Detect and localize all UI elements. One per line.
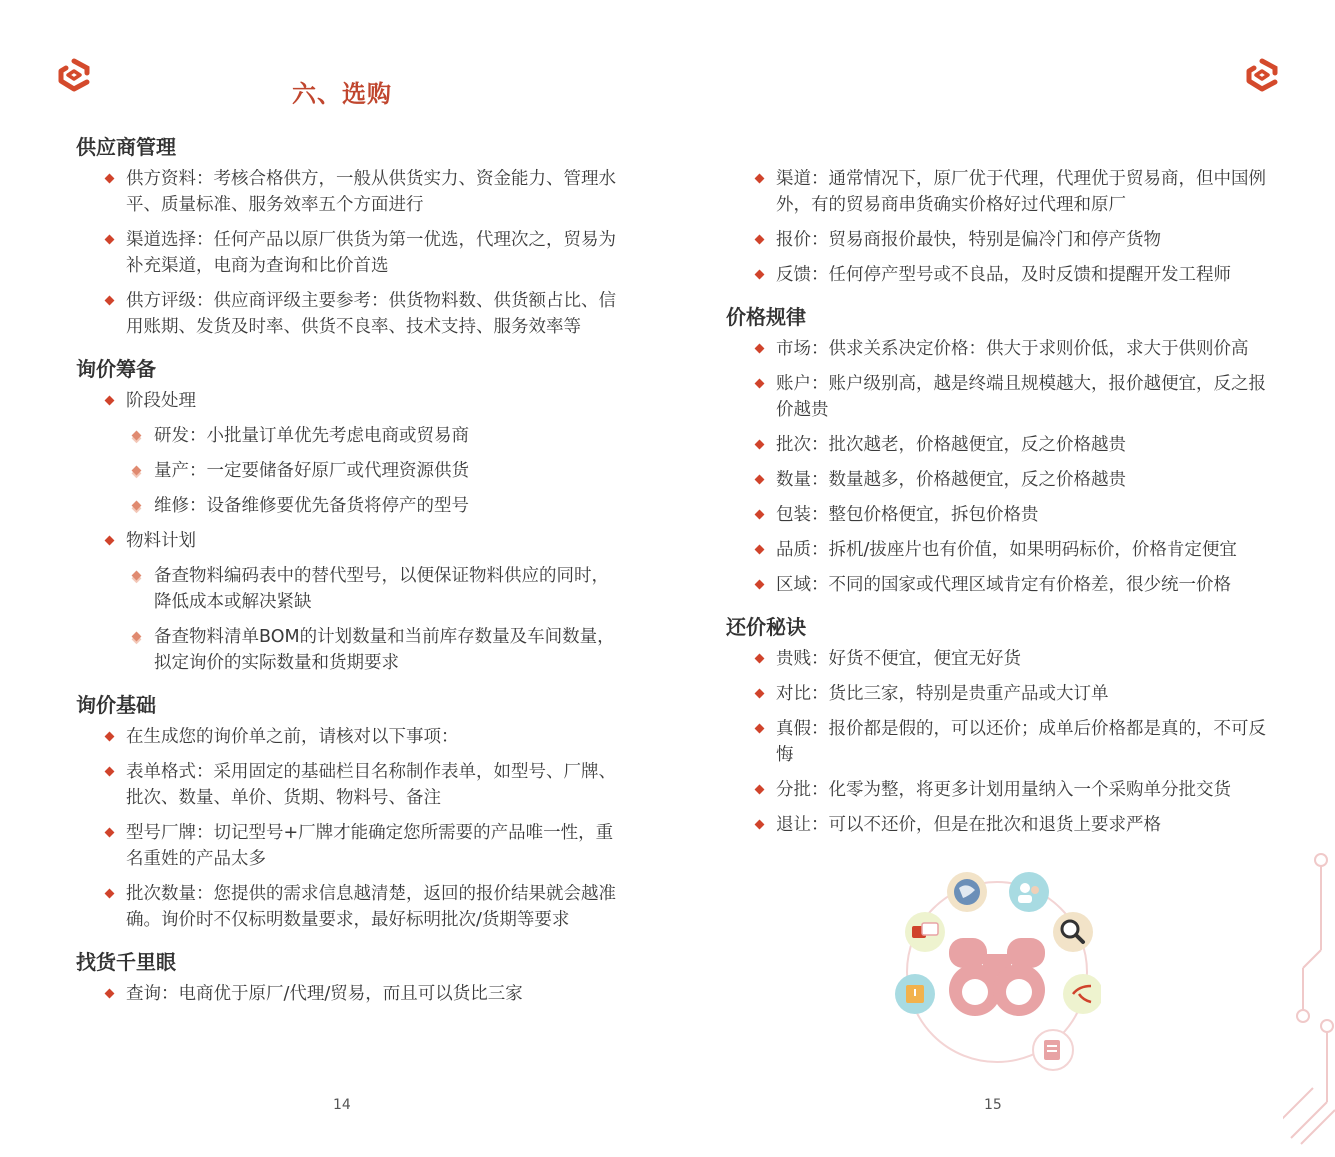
section-channel-continued <box>726 166 1276 288</box>
list-item: 阶段处理 <box>76 388 621 414</box>
alert-card-icon <box>895 974 935 1014</box>
section-supplier-management <box>76 132 621 340</box>
list-item: 市场：供求关系决定价格：供大于求则价低，求大于供则价高 <box>726 336 1276 362</box>
brand-logo-icon <box>56 58 92 94</box>
list-item: 报价：贸易商报价最快，特别是偏冷门和停产货物 <box>726 227 1276 253</box>
list-item: 账户：账户级别高，越是终端且规模越大，报价越便宜，反之报价越贵 <box>726 371 1276 423</box>
page-number: 15 <box>984 1097 1002 1113</box>
binoculars-icon <box>949 938 1045 1016</box>
list-item: 物料计划 <box>76 528 621 554</box>
list-item: 批次：批次越老，价格越便宜，反之价格越贵 <box>726 432 1276 458</box>
bullet-list <box>76 981 621 1007</box>
chat-card-icon <box>905 912 945 952</box>
list-item: 在生成您的询价单之前，请核对以下事项： <box>76 724 621 750</box>
right-content <box>726 166 1276 852</box>
page-number: 14 <box>333 1097 351 1113</box>
sub-list-item: 备查物料编码表中的替代型号，以便保证物料供应的同时，降低成本或解决紧缺 <box>76 563 621 615</box>
bullet-list <box>726 336 1276 598</box>
section-title: 还价秘诀 <box>726 615 806 639</box>
section-title: 询价基础 <box>76 693 156 717</box>
section-sourcing-eye <box>76 947 621 1007</box>
bullet-list <box>726 646 1276 838</box>
bullet-list <box>76 388 621 676</box>
left-page <box>0 0 667 1157</box>
list-item: 贵贱：好货不便宜，便宜无好货 <box>726 646 1276 672</box>
list-item: 供方资料：考核合格供方，一般从供货实力、资金能力、管理水平、质量标准、服务效率五个方面进行 <box>76 166 621 218</box>
section-inquiry-basics <box>76 690 621 933</box>
left-content <box>76 132 621 1021</box>
list-item: 区域：不同的国家或代理区域肯定有价格差，很少统一价格 <box>726 572 1276 598</box>
bullet-list <box>726 166 1276 288</box>
list-item: 表单格式：采用固定的基础栏目名称制作表单，如型号、厂牌、批次、数量、单价、货期、物料号、备注 <box>76 759 621 811</box>
section-title: 询价筹备 <box>76 357 156 381</box>
list-item: 包装：整包价格便宜，拆包价格贵 <box>726 502 1276 528</box>
sub-list-item: 维修：设备维修要优先备货将停产的型号 <box>76 493 621 519</box>
list-item: 退让：可以不还价，但是在批次和退货上要求严格 <box>726 812 1276 838</box>
section-title: 价格规律 <box>726 305 806 329</box>
circuit-decoration <box>1283 840 1335 1157</box>
share-icon <box>1063 974 1101 1014</box>
sub-list-item: 备查物料清单BOM的计划数量和当前库存数量及车间数量，拟定询价的实际数量和货期要求 <box>76 624 621 676</box>
right-page <box>667 0 1335 1157</box>
list-item: 品质：拆机/拔座片也有价值，如果明码标价，价格肯定便宜 <box>726 537 1276 563</box>
section-title: 找货千里眼 <box>76 950 176 974</box>
people-icon <box>1009 872 1049 912</box>
list-item: 分批：化零为整，将更多计划用量纳入一个采购单分批交货 <box>726 777 1276 803</box>
list-item: 真假：报价都是假的，可以还价；成单后价格都是真的，不可反悔 <box>726 716 1276 768</box>
list-item: 供方评级：供应商评级主要参考：供货物料数、供货额占比、信用账期、发货及时率、供货不良率、技术支持、服务效率等 <box>76 288 621 340</box>
section-inquiry-preparation <box>76 354 621 676</box>
section-title: 供应商管理 <box>76 135 176 159</box>
list-item: 数量：数量越多，价格越便宜，反之价格越贵 <box>726 467 1276 493</box>
chapter-title: 六、选购 <box>292 80 392 108</box>
list-item: 渠道选择：任何产品以原厂供货为第一优选，代理次之，贸易为补充渠道，电商为查询和比价首选 <box>76 227 621 279</box>
section-price-rules <box>726 302 1276 598</box>
globe-icon <box>947 872 987 912</box>
magnifier-icon <box>1053 912 1093 952</box>
section-bargaining-tips <box>726 612 1276 838</box>
bullet-list <box>76 166 621 340</box>
sub-list-item: 研发：小批量订单优先考虑电商或贸易商 <box>76 423 621 449</box>
list-item: 查询：电商优于原厂/代理/贸易，而且可以货比三家 <box>76 981 621 1007</box>
binoculars-illustration <box>893 868 1101 1076</box>
document-icon <box>1033 1030 1073 1070</box>
brand-logo-icon <box>1244 58 1280 94</box>
sub-list-item: 量产：一定要储备好原厂或代理资源供货 <box>76 458 621 484</box>
bullet-list <box>76 724 621 933</box>
list-item: 型号厂牌：切记型号+厂牌才能确定您所需要的产品唯一性，重名重姓的产品太多 <box>76 820 621 872</box>
list-item: 反馈：任何停产型号或不良品，及时反馈和提醒开发工程师 <box>726 262 1276 288</box>
list-item: 批次数量：您提供的需求信息越清楚，返回的报价结果就会越准确。询价时不仅标明数量要求，最好标明批次/货期等要求 <box>76 881 621 933</box>
list-item: 渠道：通常情况下，原厂优于代理，代理优于贸易商，但中国例外，有的贸易商串货确实价格好过代理和原厂 <box>726 166 1276 218</box>
list-item: 对比：货比三家，特别是贵重产品或大订单 <box>726 681 1276 707</box>
